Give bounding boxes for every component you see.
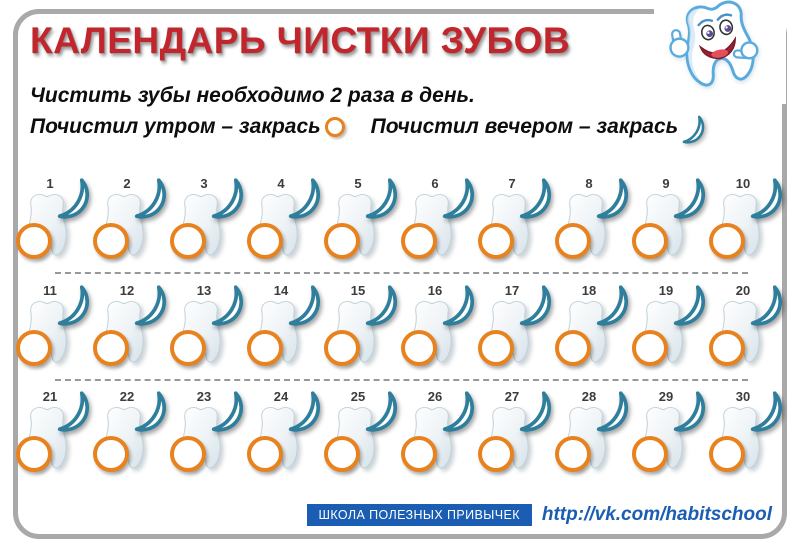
day-number: 14 bbox=[273, 283, 289, 298]
evening-moon-checkbox[interactable] bbox=[364, 390, 399, 437]
day-cell bbox=[632, 283, 709, 371]
day-number: 9 bbox=[662, 176, 670, 191]
morning-circle-checkbox[interactable] bbox=[16, 330, 52, 366]
evening-moon-checkbox[interactable] bbox=[56, 177, 91, 224]
morning-circle-checkbox[interactable] bbox=[555, 436, 591, 472]
instructions-block bbox=[30, 84, 706, 139]
day-number: 11 bbox=[43, 283, 57, 298]
day-number: 30 bbox=[735, 389, 751, 404]
day-cell bbox=[170, 176, 247, 264]
evening-moon-checkbox[interactable] bbox=[210, 390, 245, 437]
day-cell bbox=[709, 176, 786, 264]
calendar-row-2 bbox=[16, 283, 786, 371]
morning-circle-checkbox[interactable] bbox=[170, 330, 206, 366]
morning-circle-checkbox[interactable] bbox=[632, 436, 668, 472]
tooth-mascot-icon bbox=[654, 0, 786, 104]
day-number: 3 bbox=[200, 176, 208, 191]
morning-circle-checkbox[interactable] bbox=[93, 330, 129, 366]
day-cell bbox=[247, 176, 324, 264]
day-cell bbox=[247, 389, 324, 477]
day-cell bbox=[93, 389, 170, 477]
day-cell bbox=[555, 389, 632, 477]
morning-circle-checkbox[interactable] bbox=[247, 330, 283, 366]
day-cell bbox=[401, 176, 478, 264]
day-number: 25 bbox=[350, 389, 366, 404]
evening-moon-checkbox[interactable] bbox=[518, 284, 553, 331]
morning-circle-checkbox[interactable] bbox=[324, 330, 360, 366]
morning-circle-checkbox[interactable] bbox=[170, 436, 206, 472]
morning-label: Почистил утром – закрась bbox=[30, 115, 321, 138]
day-cell bbox=[16, 283, 93, 371]
morning-circle-checkbox[interactable] bbox=[401, 223, 437, 259]
footer bbox=[307, 504, 772, 526]
day-cell bbox=[632, 176, 709, 264]
school-badge: ШКОЛА ПОЛЕЗНЫХ ПРИВЫЧЕК bbox=[307, 504, 532, 526]
day-number: 4 bbox=[277, 176, 285, 191]
morning-circle-checkbox[interactable] bbox=[16, 223, 52, 259]
day-cell bbox=[16, 389, 93, 477]
evening-moon-checkbox[interactable] bbox=[133, 390, 168, 437]
evening-moon-checkbox[interactable] bbox=[672, 177, 707, 224]
morning-circle-checkbox[interactable] bbox=[324, 436, 360, 472]
day-cell bbox=[555, 176, 632, 264]
day-cell bbox=[16, 176, 93, 264]
evening-moon-checkbox[interactable] bbox=[210, 284, 245, 331]
day-cell bbox=[709, 389, 786, 477]
evening-moon-checkbox[interactable] bbox=[133, 284, 168, 331]
evening-moon-checkbox[interactable] bbox=[595, 284, 630, 331]
evening-moon-checkbox[interactable] bbox=[595, 390, 630, 437]
evening-moon-checkbox[interactable] bbox=[56, 284, 91, 331]
morning-circle-checkbox[interactable] bbox=[478, 436, 514, 472]
day-number: 12 bbox=[119, 283, 135, 298]
tooth-mascot bbox=[654, 0, 786, 104]
day-cell bbox=[93, 283, 170, 371]
evening-moon-checkbox[interactable] bbox=[518, 177, 553, 224]
day-number: 16 bbox=[427, 283, 443, 298]
evening-moon-checkbox[interactable] bbox=[672, 284, 707, 331]
vk-link[interactable]: http://vk.com/habitschool bbox=[541, 504, 772, 525]
day-number: 27 bbox=[504, 389, 520, 404]
evening-moon-icon bbox=[681, 115, 706, 147]
morning-circle-checkbox[interactable] bbox=[401, 330, 437, 366]
morning-circle-icon bbox=[325, 117, 345, 137]
day-cell bbox=[478, 389, 555, 477]
day-cell bbox=[632, 389, 709, 477]
morning-circle-checkbox[interactable] bbox=[93, 436, 129, 472]
day-number: 26 bbox=[427, 389, 443, 404]
day-cell bbox=[324, 176, 401, 264]
evening-moon-checkbox[interactable] bbox=[287, 284, 322, 331]
day-number: 20 bbox=[735, 283, 751, 298]
morning-circle-checkbox[interactable] bbox=[555, 330, 591, 366]
day-cell bbox=[401, 283, 478, 371]
day-number: 13 bbox=[196, 283, 212, 298]
day-number: 24 bbox=[273, 389, 289, 404]
evening-moon-checkbox[interactable] bbox=[518, 390, 553, 437]
evening-moon-checkbox[interactable] bbox=[364, 177, 399, 224]
day-cell bbox=[709, 283, 786, 371]
evening-moon-checkbox[interactable] bbox=[364, 284, 399, 331]
day-number: 15 bbox=[350, 283, 366, 298]
evening-moon-checkbox[interactable] bbox=[749, 284, 784, 331]
day-number: 7 bbox=[508, 176, 516, 191]
evening-moon-checkbox[interactable] bbox=[133, 177, 168, 224]
morning-circle-checkbox[interactable] bbox=[632, 330, 668, 366]
day-cell bbox=[478, 176, 555, 264]
morning-circle-checkbox[interactable] bbox=[16, 436, 52, 472]
day-number: 1 bbox=[46, 176, 54, 191]
evening-moon-checkbox[interactable] bbox=[749, 390, 784, 437]
morning-circle-checkbox[interactable] bbox=[247, 436, 283, 472]
morning-circle-checkbox[interactable] bbox=[709, 436, 745, 472]
day-cell bbox=[93, 176, 170, 264]
evening-moon-checkbox[interactable] bbox=[210, 177, 245, 224]
evening-moon-checkbox[interactable] bbox=[287, 390, 322, 437]
day-number: 19 bbox=[658, 283, 674, 298]
day-number: 29 bbox=[658, 389, 674, 404]
calendar-row-3 bbox=[16, 389, 786, 477]
day-number: 10 bbox=[735, 176, 751, 191]
instruction-line1: Чистить зубы необходимо 2 раза в день. bbox=[30, 84, 475, 107]
evening-label: Почистил вечером – закрась bbox=[370, 115, 679, 138]
calendar-row-1 bbox=[16, 176, 786, 264]
day-number: 17 bbox=[504, 283, 520, 298]
morning-circle-checkbox[interactable] bbox=[93, 223, 129, 259]
day-cell bbox=[247, 283, 324, 371]
morning-circle-checkbox[interactable] bbox=[478, 223, 514, 259]
day-number: 8 bbox=[585, 176, 593, 191]
day-cell bbox=[478, 283, 555, 371]
morning-circle-checkbox[interactable] bbox=[324, 223, 360, 259]
evening-moon-checkbox[interactable] bbox=[441, 390, 476, 437]
evening-moon-checkbox[interactable] bbox=[441, 177, 476, 224]
day-cell bbox=[401, 389, 478, 477]
morning-circle-checkbox[interactable] bbox=[709, 223, 745, 259]
evening-moon-checkbox[interactable] bbox=[672, 390, 707, 437]
evening-moon-checkbox[interactable] bbox=[749, 177, 784, 224]
day-cell bbox=[170, 389, 247, 477]
row-divider bbox=[55, 272, 748, 274]
day-number: 6 bbox=[431, 176, 439, 191]
day-number: 21 bbox=[42, 389, 58, 404]
morning-circle-checkbox[interactable] bbox=[247, 223, 283, 259]
morning-circle-checkbox[interactable] bbox=[170, 223, 206, 259]
day-number: 2 bbox=[123, 176, 131, 191]
day-cell bbox=[324, 283, 401, 371]
row-divider bbox=[55, 379, 748, 381]
evening-moon-checkbox[interactable] bbox=[441, 284, 476, 331]
day-cell bbox=[555, 283, 632, 371]
evening-moon-checkbox[interactable] bbox=[287, 177, 322, 224]
day-number: 18 bbox=[581, 283, 597, 298]
evening-moon-checkbox[interactable] bbox=[595, 177, 630, 224]
morning-circle-checkbox[interactable] bbox=[401, 436, 437, 472]
day-number: 23 bbox=[196, 389, 212, 404]
instruction-line2 bbox=[30, 115, 706, 139]
day-cell bbox=[324, 389, 401, 477]
morning-circle-checkbox[interactable] bbox=[632, 223, 668, 259]
day-number: 5 bbox=[354, 176, 362, 191]
morning-circle-checkbox[interactable] bbox=[555, 223, 591, 259]
morning-circle-checkbox[interactable] bbox=[478, 330, 514, 366]
morning-circle-checkbox[interactable] bbox=[709, 330, 745, 366]
evening-moon-checkbox[interactable] bbox=[56, 390, 91, 437]
page-title: КАЛЕНДАРЬ ЧИСТКИ ЗУБОВ bbox=[30, 20, 571, 61]
day-cell bbox=[170, 283, 247, 371]
day-number: 28 bbox=[581, 389, 597, 404]
day-number: 22 bbox=[119, 389, 135, 404]
